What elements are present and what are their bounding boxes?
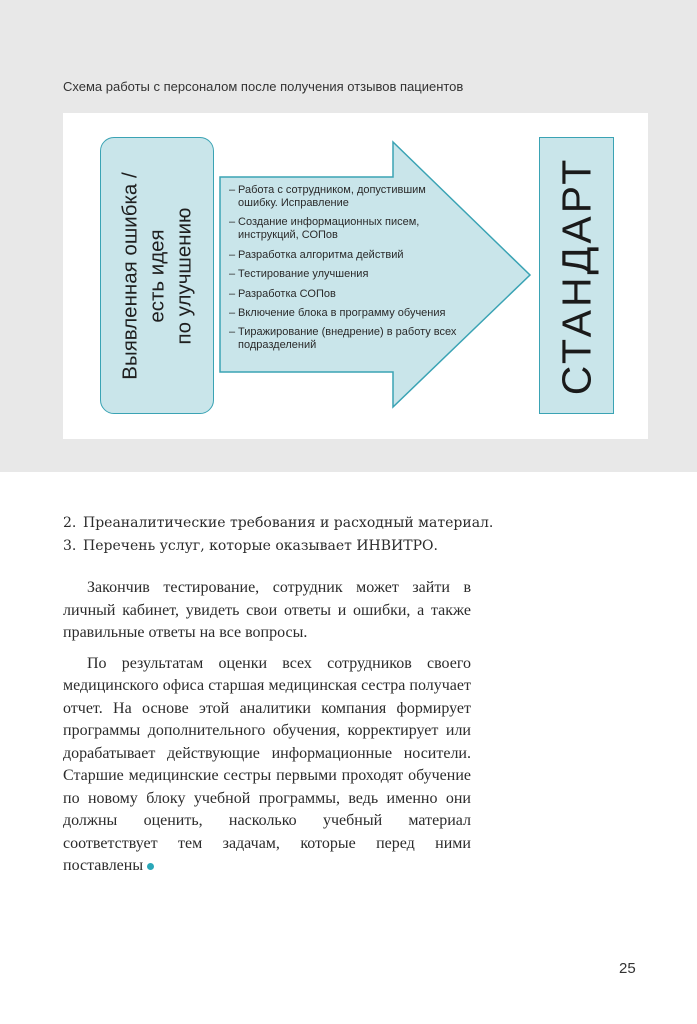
action-item: – Тестирование улучшения [229,268,459,281]
body-text [63,577,471,886]
list-item-text: Преаналитические требования и расходный материал. [83,515,494,531]
action-item: – Тиражирование (внедрение) в работу всех подразделений [229,326,459,352]
action-item: – Создание информационных писем, инструкций, СОПов [229,216,459,242]
page-number: 25 [619,960,636,977]
diagram [63,113,648,439]
list-item [63,535,493,558]
list-item [63,512,493,535]
action-item: – Включение блока в программу обучения [229,307,459,320]
action-item: – Разработка алгоритма действий [229,249,459,262]
identified-issue-box [100,137,214,414]
action-list [229,184,459,359]
standard-box [539,137,614,414]
action-item: – Работа с сотрудником, допустившим ошибку. Исправление [229,184,459,210]
paragraph [63,653,471,878]
end-marker-icon [147,863,154,870]
paragraph [63,577,471,645]
paragraph-text: Закончив тестирование, сотрудник может зайти в личный кабинет, увидеть свои ответы и ошибки, а также правильные ответы на все вопросы. [63,579,471,641]
identified-issue-label: Выявленная ошибка / есть идея по улучшению [118,171,196,380]
numbered-list [63,512,493,557]
list-item-number: 3. [63,537,77,554]
paragraph-text: По результатам оценки всех сотрудников своего медицинского офиса старшая медицинская сестра получает отчет. На основе этой аналитики компания формирует программы дополнительного обучения, корректирует или дорабатывает действующие информационные носители. Старшие медицинские сестры первыми проходят обучение по новому блоку учебной программы, ведь именно они должны оценить, насколько учебный материал соответствует тем задачам, которые перед ними поставлены [63,654,471,874]
standard-label: СТАНДАРТ [553,156,599,395]
list-item-number: 2. [63,515,77,531]
action-item: – Разработка СОПов [229,288,459,301]
figure-caption: Схема работы с персоналом после получения отзывов пациентов [63,79,464,94]
list-item-text: Перечень услуг, которые оказывает ИНВИТРО. [83,537,438,554]
